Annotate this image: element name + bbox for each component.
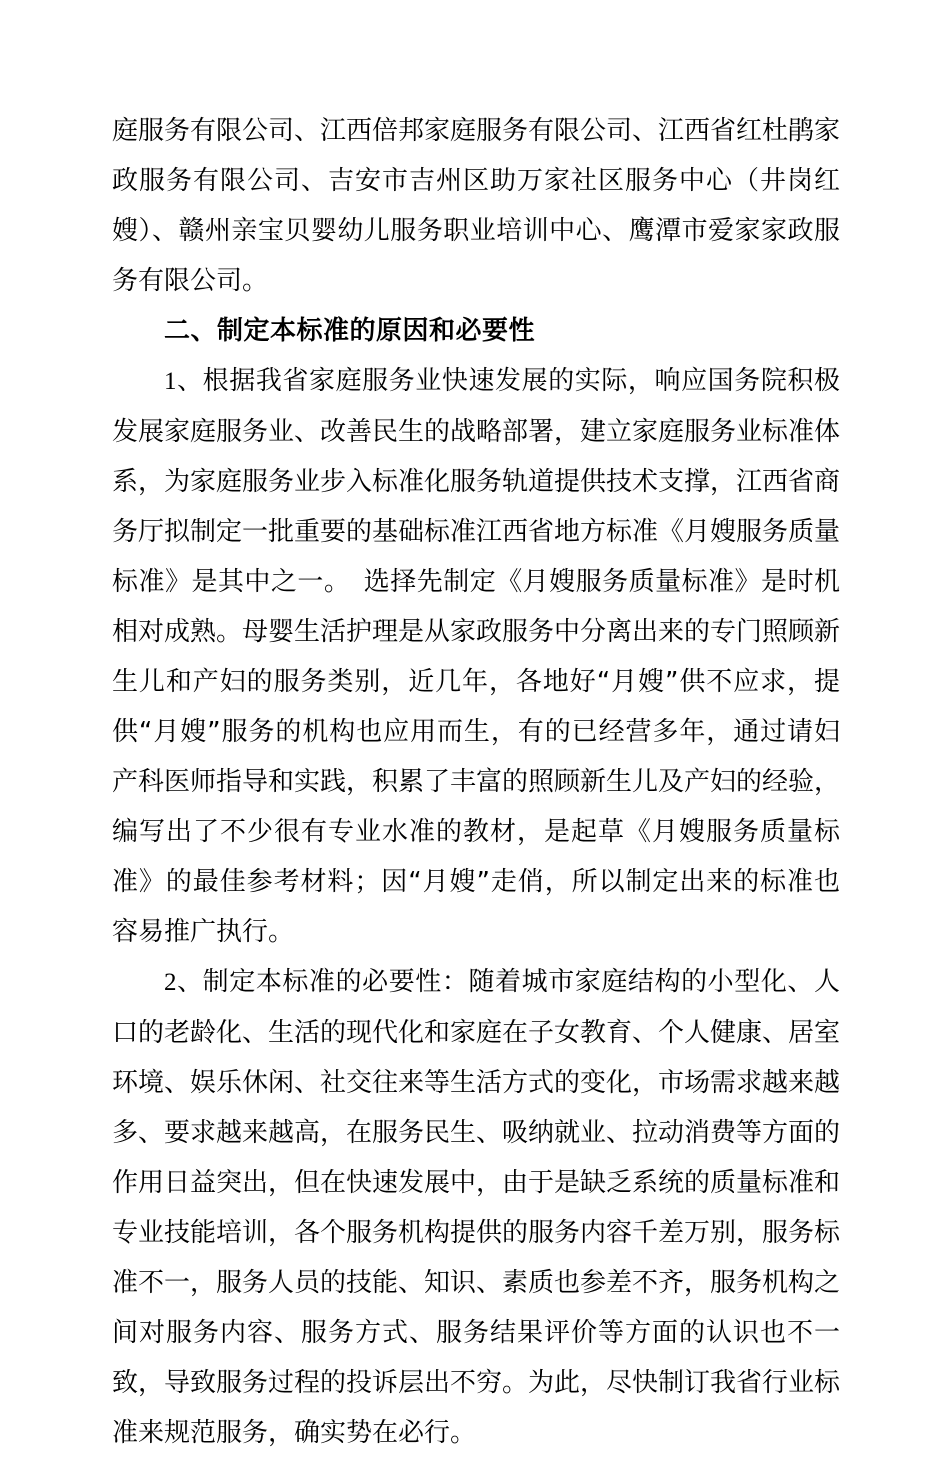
numbered-paragraph-2 xyxy=(112,957,840,1458)
list-number-separator-2: 、 xyxy=(176,969,203,996)
paragraph-2-text-part-a: 制定本标准的必要性：随着城市家庭结构的小型化、人口的老龄化、生活的现代化和家庭在子女教育、个人健康、居室环境、娱乐休闲、社交往来等生活方式的变化，市场需求越来越多、要求越来越高，在服务民生、吸纳就业、拉动消费等方面的作用日益突出，但在快速发展中，由于是缺乏系统的质量标准和专业技能培训，各个服务机构提供的服务内容千差万别，服务标准不一，服务人员的技能、知识、素质也参差不齐，服务机构之间对服务内容、服务方式、服务结果评价等方面的认识也不一致，导致服务过程的投诉层出不穷。为此，尽快制订我省行业标准来规范服务，确实势在必行。 xyxy=(112,967,841,1448)
list-number-2: 2 xyxy=(164,969,177,996)
document-body xyxy=(112,106,840,1458)
numbered-paragraph-1 xyxy=(112,356,840,957)
paragraph-1-text-part-b: 选择先制定《月嫂服务质量标准》是时机相对成熟。母婴生活护理是从家政服务中分离出来的专门照顾新生儿和产妇的服务类别，近几年，各地好“月嫂”供不应求，提供“月嫂”服务的机构也应用而生，有的已经营多年，通过请妇产科医师指导和实践，积累了丰富的照顾新生儿及产妇的经验，编写出了不少很有专业水准的教材，是起草《月嫂服务质量标准》的最佳参考材料；因“月嫂”走俏，所以制定出来的标准也容易推广执行。 xyxy=(112,567,841,947)
paragraph-1-text-part-a: 根据我省家庭服务业快速发展的实际，响应国务院积极发展家庭服务业、改善民生的战略部署，建立家庭服务业标准体系，为家庭服务业步入标准化服务轨道提供技术支撑，江西省商务厅拟制定一批重要的基础标准江西省地方标准《月嫂服务质量标准》是其中之一。 xyxy=(112,366,841,597)
section-heading-two: 二、制定本标准的原因和必要性 xyxy=(164,316,536,346)
paragraph-continuation: 庭服务有限公司、江西倍邦家庭服务有限公司、江西省红杜鹃家政服务有限公司、吉安市吉州区助万家社区服务中心（井岗红嫂）、赣州亲宝贝婴幼儿服务职业培训中心、鹰潭市爱家家政服务有限公司。 xyxy=(112,116,841,296)
list-number-1: 1 xyxy=(164,368,177,395)
list-number-separator-1: 、 xyxy=(176,368,203,395)
